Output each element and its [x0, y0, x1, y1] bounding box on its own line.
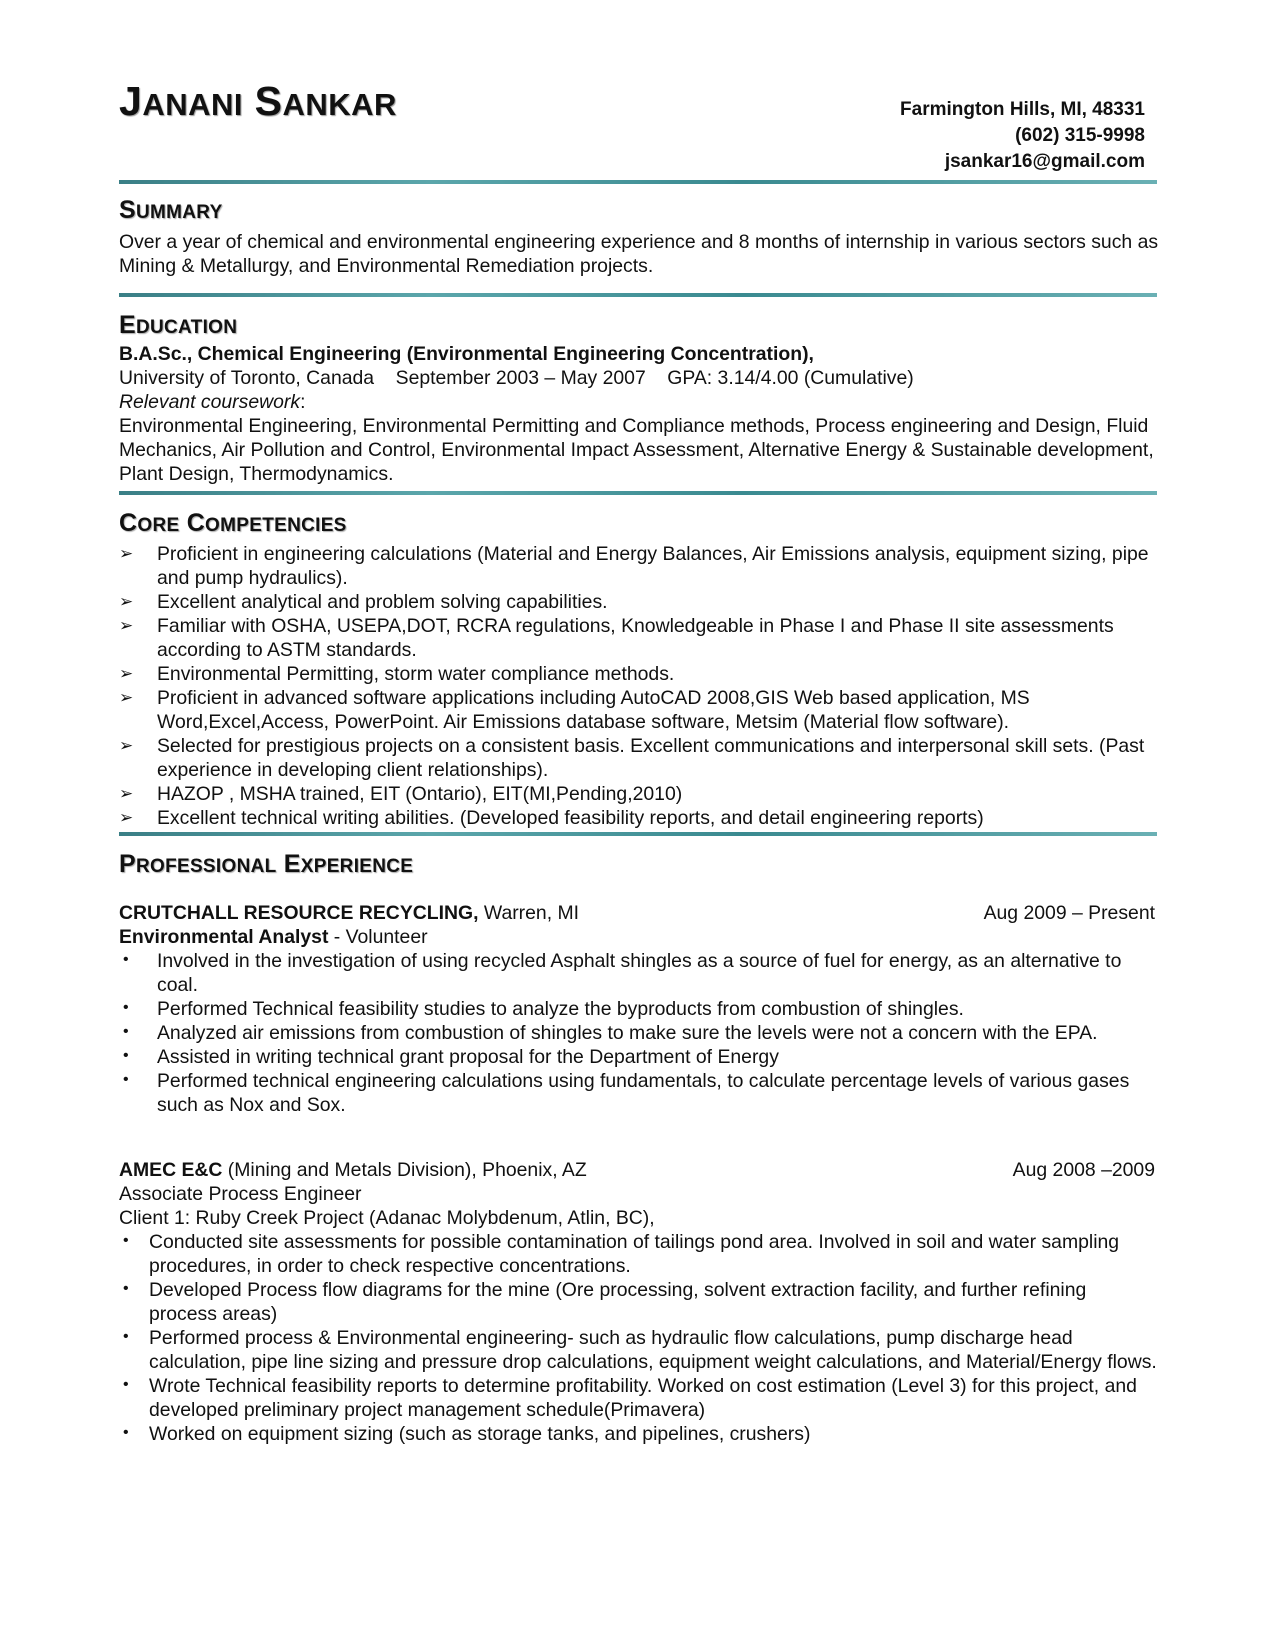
- arrow-bullet-icon: ➢: [119, 544, 134, 563]
- email-text: jsankar16@gmail.com: [944, 151, 1145, 172]
- job-header: CRUTCHALL RESOURCE RECYCLING, Warren, MI Aug 2009 – Present: [119, 902, 1155, 924]
- coursework-text: Environmental Engineering, Environmental Permitting and Compliance methods, Process engineering and Design, Fluid Mechanics, Air Pollution and Control, Environmental Impact Assessment, Alternative Energy & Sustainable development, Plant Design, Thermodynamics.: [119, 415, 1154, 485]
- list-item: • Involved in the investigation of using recycled Asphalt shingles as a source of fuel for energy, as an alternative to coal.: [123, 950, 1122, 996]
- bullet-icon: •: [123, 1328, 129, 1345]
- arrow-bullet-icon: ➢: [119, 616, 134, 635]
- list-item: ➢ Proficient in engineering calculations (Material and Energy Balances, Air Emissions analysis, equipment sizing, pipe and pump hydraulics).: [119, 543, 1149, 589]
- list-item: ➢ Selected for prestigious projects on a consistent basis. Excellent communications and interpersonal skill sets. (Past experience in developing client relationships).: [119, 735, 1145, 781]
- contact-info: [900, 97, 1145, 175]
- competencies-list: [119, 542, 1159, 830]
- coursework-label: Relevant coursework:: [119, 391, 306, 413]
- list-item: • Performed technical engineering calculations using fundamentals, to calculate percentage levels of various gases such as Nox and Sox.: [123, 1070, 1130, 1116]
- list-item: • Wrote Technical feasibility reports to determine profitability. Worked on cost estimation (Level 3) for this project, and developed preliminary project management schedule(Primavera): [123, 1375, 1137, 1421]
- bullet-icon: •: [123, 1232, 129, 1249]
- client-line: Client 1: Ruby Creek Project (Adanac Molybdenum, Atlin, BC),: [119, 1207, 655, 1229]
- list-item: • Analyzed air emissions from combustion of shingles to make sure the levels were not a concern with the EPA.: [123, 1022, 1098, 1044]
- section-divider: [119, 832, 1157, 836]
- job-dates: Aug 2009 – Present: [983, 902, 1155, 924]
- education-heading: EDUCATION: [119, 311, 238, 339]
- list-item: • Developed Process flow diagrams for the mine (Ore processing, solvent extraction facility, and further refining process areas): [123, 1279, 1087, 1325]
- arrow-bullet-icon: ➢: [119, 736, 134, 755]
- section-divider: [119, 293, 1157, 297]
- candidate-name: JANANI SANKAR: [119, 78, 397, 124]
- job-header: AMEC E&C (Mining and Metals Division), Phoenix, AZ Aug 2008 –2009: [119, 1159, 1155, 1181]
- arrow-bullet-icon: ➢: [119, 592, 134, 611]
- job-role: Environmental Analyst - Volunteer: [119, 926, 428, 948]
- list-item: • Assisted in writing technical grant proposal for the Department of Energy: [123, 1046, 779, 1068]
- list-item: ➢ Proficient in advanced software applications including AutoCAD 2008,GIS Web based application, MS Word,Excel,Access, PowerPoint. Air Emissions database software, Metsim (Material flow software).: [119, 687, 1030, 733]
- school-line: University of Toronto, Canada September 2003 – May 2007 GPA: 3.14/4.00 (Cumulative): [119, 367, 914, 389]
- list-item: • Worked on equipment sizing (such as storage tanks, and pipelines, crushers): [123, 1423, 811, 1445]
- experience-heading: PROFESSIONAL EXPERIENCE: [119, 850, 414, 878]
- summary-heading: SUMMARY: [119, 196, 223, 224]
- phone-text: (602) 315-9998: [1015, 125, 1145, 146]
- bullet-icon: •: [123, 1071, 129, 1088]
- arrow-bullet-icon: ➢: [119, 808, 134, 827]
- list-item: • Conducted site assessments for possible contamination of tailings pond area. Involved in soil and water sampling procedures, in order to check respective concentrations.: [123, 1231, 1120, 1277]
- bullet-icon: •: [123, 999, 129, 1016]
- education-block: [119, 342, 1159, 486]
- bullet-icon: •: [123, 1280, 129, 1297]
- summary-text: Over a year of chemical and environmental engineering experience and 8 months of internship in various sectors such as Mining & Metallurgy, and Environmental Remediation projects.: [119, 231, 1159, 277]
- bullet-icon: •: [123, 1424, 129, 1441]
- arrow-bullet-icon: ➢: [119, 664, 134, 683]
- location-text: Farmington Hills, MI, 48331: [900, 99, 1145, 120]
- list-item: ➢ HAZOP , MSHA trained, EIT (Ontario), EIT(MI,Pending,2010): [119, 783, 683, 805]
- competencies-heading: CORE COMPETENCIES: [119, 509, 347, 537]
- job-role: Associate Process Engineer: [119, 1183, 362, 1205]
- arrow-bullet-icon: ➢: [119, 688, 134, 707]
- company-name: CRUTCHALL RESOURCE RECYCLING,: [119, 902, 479, 924]
- list-item: • Performed Technical feasibility studies to analyze the byproducts from combustion of shingles.: [123, 998, 964, 1020]
- section-divider: [119, 180, 1157, 184]
- arrow-bullet-icon: ➢: [119, 784, 134, 803]
- list-item: ➢ Familiar with OSHA, USEPA,DOT, RCRA regulations, Knowledgeable in Phase I and Phase II site assessments according to ASTM standards.: [119, 615, 1114, 661]
- bullet-icon: •: [123, 1047, 129, 1064]
- section-divider: [119, 491, 1157, 495]
- list-item: ➢ Excellent technical writing abilities. (Developed feasibility reports, and detail engineering reports): [119, 807, 984, 829]
- company-name: AMEC E&C: [119, 1159, 223, 1181]
- job-dates: Aug 2008 –2009: [1012, 1159, 1155, 1181]
- bullet-icon: •: [123, 1023, 129, 1040]
- job-crutchall: [119, 901, 1159, 1117]
- list-item: • Performed process & Environmental engineering- such as hydraulic flow calculations, pump discharge head calculation, pipe line sizing and pressure drop calculations, equipment weight calculations, and Material/Energy flows.: [123, 1327, 1157, 1373]
- bullet-icon: •: [123, 951, 129, 968]
- list-item: ➢ Excellent analytical and problem solving capabilities.: [119, 591, 608, 613]
- job-amec: [119, 1158, 1159, 1446]
- bullet-icon: •: [123, 1376, 129, 1393]
- degree-text: B.A.Sc., Chemical Engineering (Environmental Engineering Concentration),: [119, 343, 814, 365]
- list-item: ➢ Environmental Permitting, storm water compliance methods.: [119, 663, 675, 685]
